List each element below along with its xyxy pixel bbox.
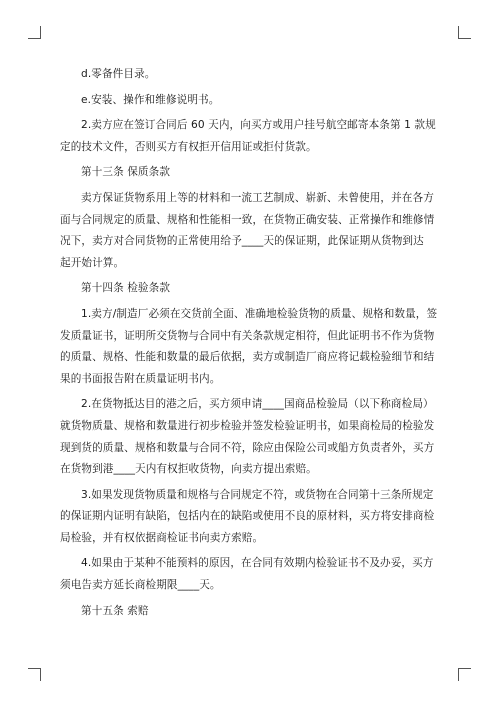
heading-article-13: 第十三条 保质条款	[81, 166, 171, 179]
heading-article-14: 第十四条 检验条款	[81, 282, 171, 295]
crop-mark-bottom-left	[28, 668, 41, 681]
paragraph-inspection-2: 2.在货物抵达目的港之后，买方须申请____国商品检验局（以下称商检局）就货物质量、规格和数量进行初步检验并签发检验证明书，如果商检局的检验发现到货的质量、规格和数量与合同不符，除应由保险公司或船方负责者外，买方在货物到港____天内有权拒收货物，向卖方提出索赔。	[60, 398, 435, 476]
crop-mark-top-left	[28, 26, 41, 39]
paragraph-technical-documents: 2.卖方应在签订合同后 60 天内，向买方或用户挂号航空邮寄本条第 1 款规定的技术文件，否则买方有权拒开信用证或拒付货款。	[60, 119, 436, 153]
paragraph-spare-parts-list: d.零备件目录。	[81, 68, 156, 80]
paragraph-inspection-3: 3.如果发现货物质量和规格与合同规定不符，或货物在合同第十三条所规定的保证期内证明有缺陷，包括内在的缺陷或使用不良的原材料，买方将安排商检局检验，并有权依据商检证书向卖方索赔。	[60, 488, 435, 544]
paragraph-manuals: e.安装、操作和维修说明书。	[81, 93, 220, 106]
paragraph-inspection-1: 1.卖方/制造厂必须在交货前全面、准确地检验货物的质量、规格和数量，签发质量证书，证明所交货物与合同中有关条款规定相符，但此证明书不作为货物的质量、规格、性能和数量的最后依据，卖方或制造厂商应将记载检验细节和结果的书面报告附在质量证明书内。	[60, 307, 438, 385]
crop-mark-top-right	[458, 26, 471, 39]
document-body	[60, 64, 446, 622]
paragraph-warranty: 卖方保证货物系用上等的材料和一流工艺制成、崭新、未曾使用，并在各方面与合同规定的质量、规格和性能相一致，在货物正确安装、正常操作和维修情况下，卖方对合同货物的正常使用给予____天的保证期，此保证期从货物到达 起开始计算。	[60, 191, 446, 269]
crop-mark-bottom-right	[458, 668, 471, 681]
heading-article-15: 第十五条 索赔	[81, 604, 149, 617]
paragraph-inspection-4: 4.如果由于某种不能预料的原因，在合同有效期内检验证书不及办妥，买方须电告卖方延长商检期限____天。	[60, 557, 434, 592]
